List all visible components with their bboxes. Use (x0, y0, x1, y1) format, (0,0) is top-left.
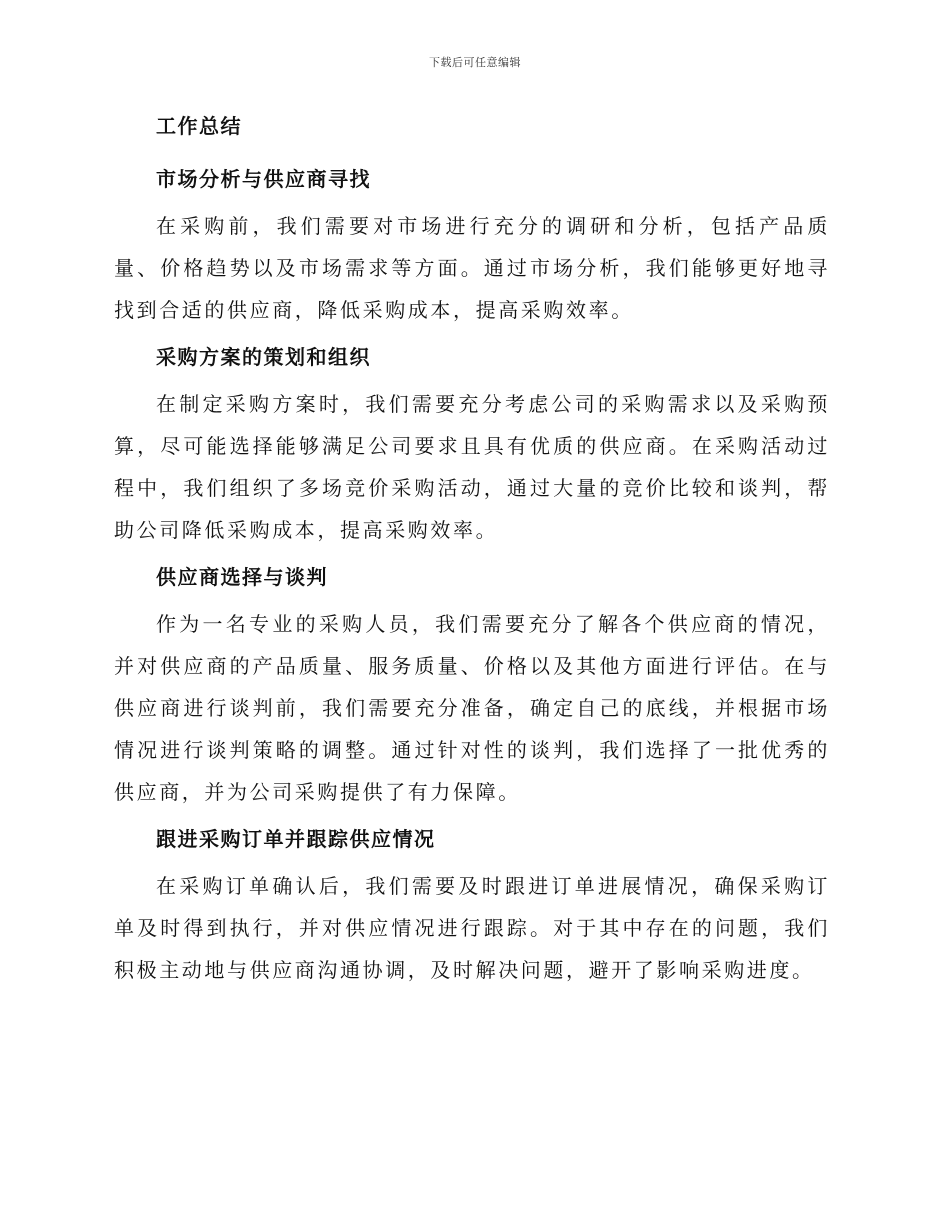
section-heading: 供应商选择与谈判 (156, 565, 328, 589)
section-heading: 跟进采购订单并跟踪供应情况 (156, 827, 436, 851)
section-heading: 采购方案的策划和组织 (156, 345, 371, 369)
section-paragraph: 在采购前，我们需要对市场进行充分的调研和分析，包括产品质量、价格趋势以及市场需求等方面。通过市场分析，我们能够更好地寻找到合适的供应商，降低采购成本，提高采购效率。 (114, 214, 830, 322)
section-paragraph: 在采购订单确认后，我们需要及时跟进订单进展情况，确保采购订单及时得到执行，并对供应情况进行跟踪。对于其中存在的问题，我们积极主动地与供应商沟通协调，及时解决问题，避开了影响采购进度。 (114, 874, 830, 982)
section-paragraph: 在制定采购方案时，我们需要充分考虑公司的采购需求以及采购预算，尽可能选择能够满足公司要求且具有优质的供应商。在采购活动过程中，我们组织了多场竞价采购活动，通过大量的竞价比较和谈判，帮助公司降低采购成本，提高采购效率。 (114, 392, 830, 542)
section-heading: 市场分析与供应商寻找 (156, 167, 371, 191)
document-body (114, 112, 830, 1003)
page-header: 下载后可任意编辑 (429, 56, 521, 69)
document-title: 工作总结 (156, 114, 242, 138)
section-paragraph: 作为一名专业的采购人员，我们需要充分了解各个供应商的情况，并对供应商的产品质量、服务质量、价格以及其他方面进行评估。在与供应商进行谈判前，我们需要充分准备，确定自己的底线，并根据市场情况进行谈判策略的调整。通过针对性的谈判，我们选择了一批优秀的供应商，并为公司采购提供了有力保障。 (114, 612, 830, 804)
